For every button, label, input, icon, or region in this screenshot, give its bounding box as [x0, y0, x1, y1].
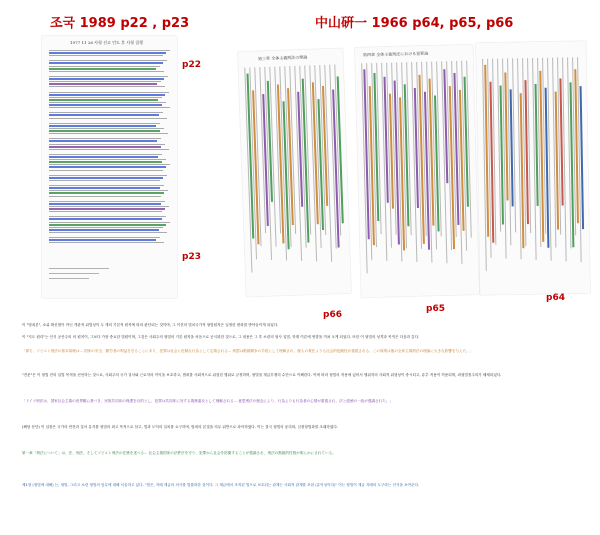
highlight-underline [49, 52, 166, 54]
highlight-underline [49, 161, 162, 163]
scan-text-line [49, 107, 170, 108]
scan-text-line [49, 55, 163, 56]
highlight-underline [49, 125, 156, 127]
highlight-underline [49, 104, 162, 106]
scan-text-line [49, 81, 161, 82]
highlight-underline [49, 156, 158, 158]
scan-text-line [49, 180, 160, 181]
highlight-underline [49, 177, 163, 179]
scan-text-line [49, 242, 164, 243]
scan-text-line [49, 123, 160, 124]
highlight-underline [49, 68, 156, 70]
highlight-underline [49, 94, 165, 96]
highlight-underline [49, 83, 157, 85]
scan-text-line [49, 154, 162, 155]
right-source-title: 中山硏一 1966 p64, p65, p66 [315, 16, 514, 31]
paragraph-3: 「即ち、ソビエト刑法の基本原理は... 国家の安全、勤労者の利益を守ることにあり、犯罪は社会に危険な行為として定義される... 刑罰は階級闘争の手段として理解され、個人の責任よりも社会的危険性が重視される。この原則は後の全体主義刑法の理論に大きな影響を与えた。」 [22, 349, 474, 353]
scan-text-line [49, 97, 162, 98]
scan-text-line [49, 71, 164, 72]
paragraph-1: 이 "범죄론", 소위 확신범이 아닌 객관적 위법성이 두 개의 기본적 원칙에 따라 판단되는 것이며, 그 이전의 법치국가적 형법원칙은 일정한 변화를 받아들이게 되었다. [22, 323, 279, 327]
scan-footnote-line [49, 273, 99, 274]
tag-p22: p22 [182, 60, 201, 70]
paragraph-5: 「ドイツ刑法は、国家社会主義の世界観に基づき、民族共同体の保護を目的とし、犯罪は共同体に対する義務違反として理解される... 意思刑法の理念により、行為よりも行為者の心情が重視され、法と道徳の一致が強調された。」 [22, 399, 394, 403]
scan-text-line [49, 112, 163, 113]
scan-text-line [49, 102, 166, 103]
scan-text-line [49, 66, 160, 67]
scan-text-line [49, 216, 166, 217]
scan-page-p65 [355, 44, 480, 297]
scan-text-line [49, 144, 165, 145]
scan-text-line [49, 138, 161, 139]
highlight-underline [49, 78, 164, 80]
scan-text-line [49, 170, 163, 171]
scan-page-mid-header: 第三章 全体主義刑法の理論 [257, 54, 308, 62]
scan-text-line [49, 164, 170, 165]
tag-p65: p65 [426, 304, 445, 314]
highlight-underline [49, 187, 160, 189]
scan-text-line [49, 232, 167, 233]
scan-text-line [49, 175, 167, 176]
scan-text-line [49, 118, 167, 119]
highlight-underline [49, 166, 166, 168]
highlight-underline [49, 224, 166, 226]
highlight-underline [49, 218, 162, 220]
highlight-underline [49, 146, 161, 148]
highlight-underline [49, 99, 158, 101]
scan-text-line [49, 227, 163, 228]
highlight-underline [49, 192, 164, 194]
scan-text-line [49, 92, 169, 93]
scan-page-p64 [476, 41, 590, 295]
paragraph-4: "전문"은 이 형법 전의 입법 목적을 선언하는 것으로, 사회주의 국가 질서와 근로자의 이익을 보호하고, 범죄를 사회적으로 위험한 행위로 규정하며, 형벌을 계급투쟁의 수단으로 이해한다. 이에 따라 형법의 적용에 있어서 행위자의 사회적 위험성이 중시되고, 유추 적용이 허용되며, 죄형법정주의가 배제되었다. [22, 373, 502, 377]
highlight-underline [49, 62, 163, 64]
scan-page-p66 [238, 48, 351, 297]
scan-footnote-line [49, 268, 109, 269]
scan-page-left-header: 1977 11 26 사형 선고 언도 후 사형 집행 [70, 40, 144, 45]
highlight-underline [49, 203, 161, 205]
scan-text-line [49, 133, 168, 134]
scan-text-line [49, 237, 160, 238]
tag-p66: p66 [323, 310, 342, 320]
scan-text-line [49, 196, 161, 197]
scan-text-line [49, 50, 170, 51]
scan-text-line [49, 185, 164, 186]
scan-footnote-line [49, 278, 89, 279]
paragraph-7: 第一章「刑法について」は、法、刑法、そしてソビエト刑法の任務を述べる... 社会主義国家の法秩序を守り、犯罪から社会を防衛することが強調され、刑法の階級的性格が明らかにされている。 [22, 451, 336, 455]
scan-text-line [49, 128, 164, 129]
scan-text-line [49, 222, 170, 223]
left-source-title: 조국 1989 p22 , p23 [50, 16, 190, 31]
paragraph-6: (해당 문단) 이 입장은 국가의 안전과 질서 유지를 형법의 최고 목적으로 삼고, 법과 도덕의 일치를 요구하며, 범죄의 본질을 의무 위반으로 파악하였다. 이는 결국 형법의 윤리화, 심정형법화를 초래하였다. [22, 425, 338, 429]
scan-text-line [49, 159, 166, 160]
scan-text-line [49, 86, 165, 87]
scan-text-line [49, 211, 162, 212]
scan-text-line [49, 149, 169, 150]
scan-text-line [49, 60, 167, 61]
tag-p23: p23 [182, 252, 201, 262]
highlight-underline [49, 208, 165, 210]
highlight-underline [49, 140, 157, 142]
scan-text-line [49, 201, 165, 202]
scan-page-right-header: 第四章 全体主義刑法における犯罪論 [362, 50, 429, 58]
highlight-underline [49, 114, 159, 116]
highlight-underline [49, 239, 156, 241]
scan-text-line [49, 190, 168, 191]
paragraph-2: 이 "지도 원리"는 인식 공산주의 의 원칙이, 그보다 가장 중요한 법원이며, 그것은 사회주의 형법의 기본 원칙을 처음으로 공식화한 것으로, 그 내용은 그 후 소련의 형사 입법, 학계 이론에 영향을 끼쳐 오게 되었다. 또한 이 형법의 성격과 목적은 다음과 같다. [22, 335, 420, 339]
scan-text-line [49, 76, 168, 77]
highlight-underline [49, 130, 160, 132]
scan-page-left [42, 36, 177, 298]
scan-text-line [49, 206, 169, 207]
highlight-underline [49, 229, 159, 231]
tag-p64: p64 [546, 293, 565, 303]
paragraph-8: 제1장 (형법에 대해) 는, 형법, 그리고 소련 형법의 임무에 대해 서술하고 있다. "법은, 지배 계급의 의사를 법률화한 것이다. 그 계급에서 조직된 법으로 보호되는 관계는 사회적 관계를 포함 (유익성이다)" 이는 형법이 계급 지배의 도구라는 인식을 보여준다. [22, 483, 420, 487]
